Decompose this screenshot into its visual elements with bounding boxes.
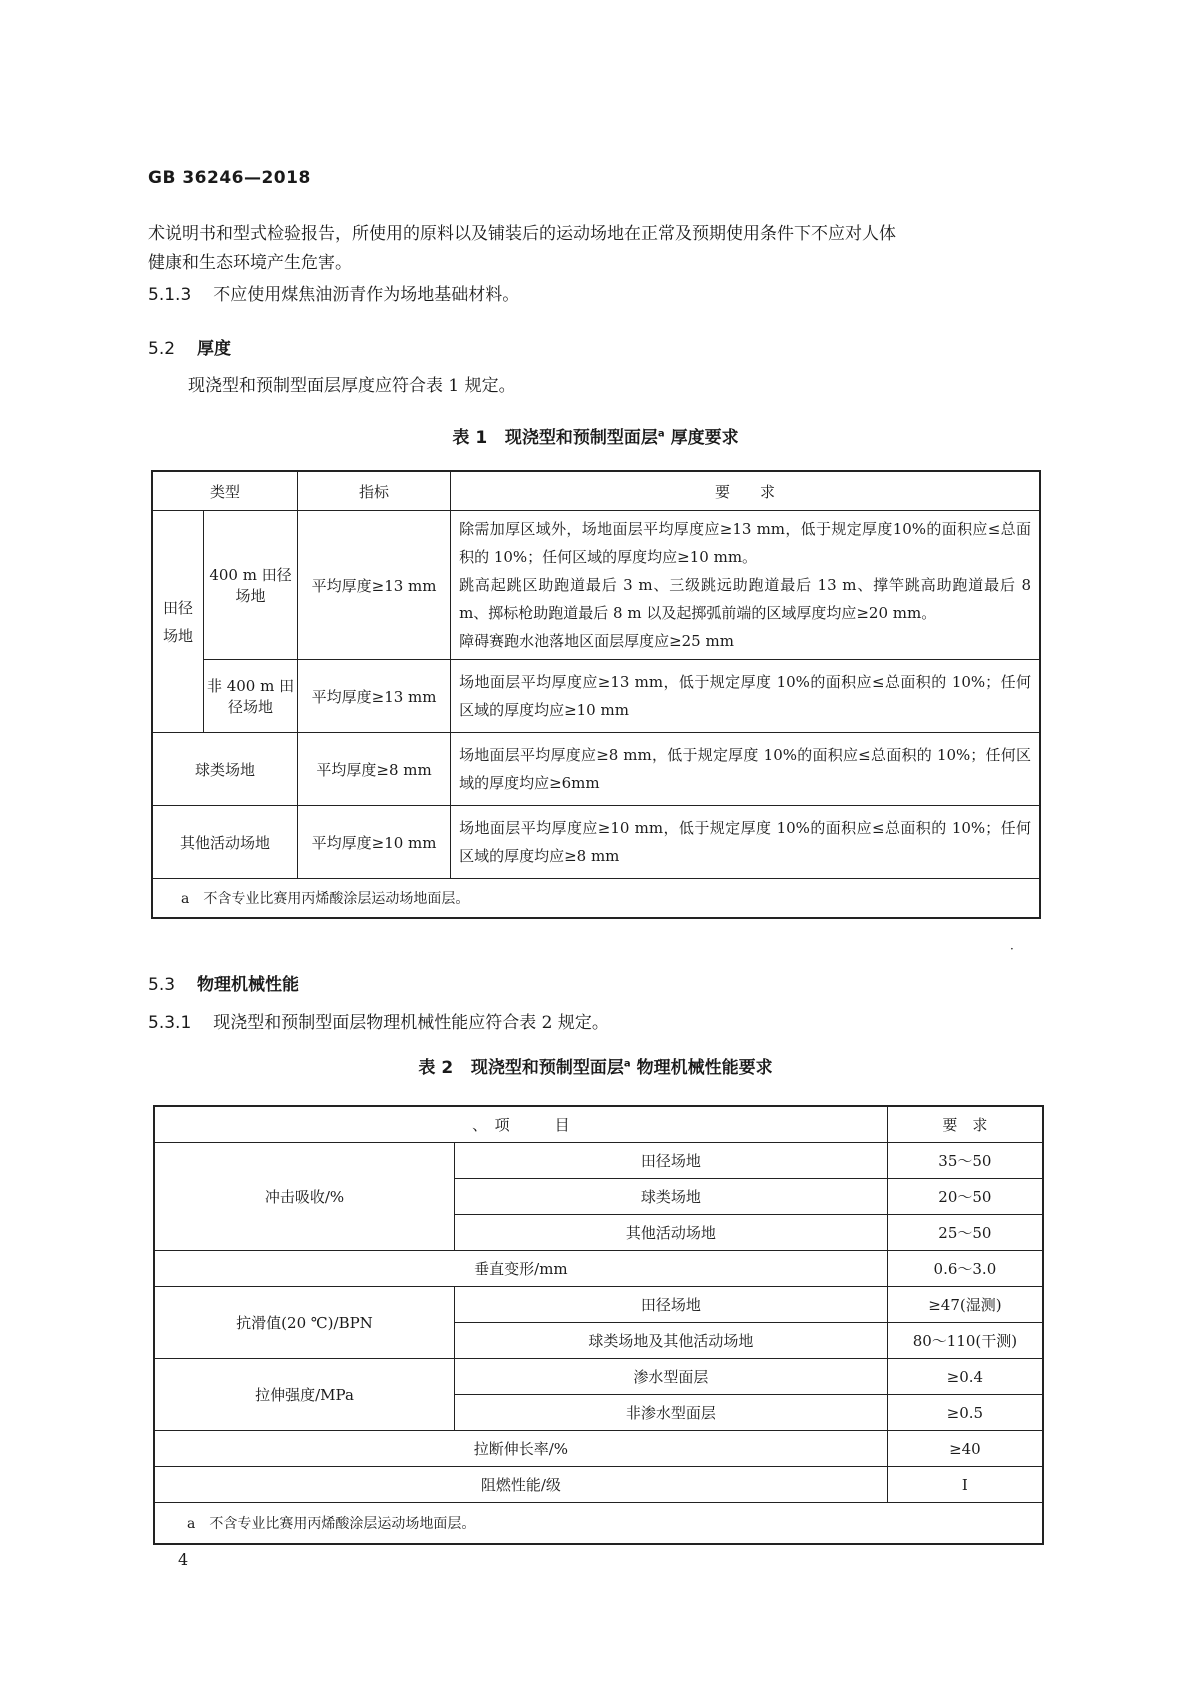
section-5-3-heading — [148, 970, 299, 995]
group-label-text: 田径场地 — [163, 598, 194, 645]
requirement-line: 障碍赛跑水池落地区面层厚度应≥25 mm — [459, 632, 734, 650]
scan-speck: · — [1010, 942, 1014, 956]
requirement-line: 跳高起跳区助跑道最后 3 m、三级跳远助跑道最后 13 m、撑竿跳高助跑道最后 8 m、掷标枪助跑道最后 8 m 以及起掷弧前端的区域厚度均应≥20 mm。 — [459, 576, 1031, 622]
table-footnote-row — [152, 879, 1040, 919]
section-title: 物理机械性能 — [197, 975, 300, 995]
col-header-indicator: 指标 — [298, 471, 451, 511]
row-indicator: 平均厚度≥13 mm — [298, 511, 451, 660]
table-2-title-b: 物理机械性能要求 — [636, 1058, 773, 1078]
table-row — [154, 1287, 1043, 1323]
table-1-caption — [0, 423, 1191, 448]
section-number: 5.3 — [148, 975, 176, 995]
property-value: 25～50 — [887, 1215, 1043, 1251]
property-value: ≥47(湿测) — [887, 1287, 1043, 1323]
table-row — [152, 806, 1040, 879]
col-header-requirement: 要 求 — [451, 471, 1040, 511]
row-indicator: 平均厚度≥13 mm — [298, 660, 451, 733]
table-row — [152, 660, 1040, 733]
table-row — [152, 733, 1040, 806]
table-1-title-a: 现浇型和预制型面层 — [504, 428, 658, 448]
col-header-requirement: 要 求 — [887, 1106, 1043, 1143]
row-indicator: 平均厚度≥8 mm — [298, 733, 451, 806]
table-row — [154, 1143, 1043, 1179]
row-indicator: 平均厚度≥10 mm — [298, 806, 451, 879]
table-footnote-row — [154, 1503, 1043, 1545]
property-value: I — [887, 1467, 1043, 1503]
property-sub: 渗水型面层 — [455, 1359, 888, 1395]
property-sub: 其他活动场地 — [455, 1215, 888, 1251]
table-row — [154, 1431, 1043, 1467]
property-sub: 田径场地 — [455, 1287, 888, 1323]
requirement-line: 除需加厚区域外，场地面层平均厚度应≥13 mm，低于规定厚度10%的面积应≤总面积的 10%；任何区域的厚度均应≥10 mm。 — [459, 520, 1031, 566]
property-value: 20～50 — [887, 1179, 1043, 1215]
paragraph-continued-2: 健康和生态环境产生危害。 — [148, 253, 352, 273]
row-requirement: 场地面层平均厚度应≥8 mm，低于规定厚度 10%的面积应≤总面积的 10%；任何区域的厚度均应≥6mm — [451, 733, 1040, 806]
section-5-2-text: 现浇型和预制型面层厚度应符合表 1 规定。 — [188, 376, 516, 396]
table-2-caption — [0, 1053, 1191, 1078]
clause-5-1-3 — [148, 280, 519, 305]
row-requirement — [451, 511, 1040, 660]
clause-number: 5.1.3 — [148, 285, 192, 305]
footnote-marker: a — [623, 1058, 631, 1070]
table-row — [154, 1251, 1043, 1287]
table-row — [154, 1467, 1043, 1503]
table-2-title-a: 现浇型和预制型面层 — [470, 1058, 624, 1078]
row-type: 球类场地 — [152, 733, 298, 806]
property-value: ≥40 — [887, 1431, 1043, 1467]
property-sub: 田径场地 — [455, 1143, 888, 1179]
property-value: ≥0.4 — [887, 1359, 1043, 1395]
property-sub: 球类场地 — [455, 1179, 888, 1215]
section-title: 厚度 — [197, 339, 232, 359]
clause-text: 现浇型和预制型面层物理机械性能应符合表 2 规定。 — [213, 1013, 609, 1033]
property-value: 35～50 — [887, 1143, 1043, 1179]
table-footnote: a 不含专业比赛用丙烯酸涂层运动场地面层。 — [154, 1503, 1043, 1545]
row-type: 400 m 田径场地 — [204, 511, 298, 660]
property-sub: 非渗水型面层 — [455, 1395, 888, 1431]
property-name: 阻燃性能/级 — [154, 1467, 887, 1503]
clause-number: 5.3.1 — [148, 1013, 192, 1033]
page-number: 4 — [178, 1550, 189, 1569]
property-name: 拉断伸长率/% — [154, 1431, 887, 1467]
standard-code: GB 36246—2018 — [148, 168, 311, 188]
property-name: 垂直变形/mm — [154, 1251, 887, 1287]
row-requirement: 场地面层平均厚度应≥10 mm，低于规定厚度 10%的面积应≤总面积的 10%；任何区域的厚度均应≥8 mm — [451, 806, 1040, 879]
row-type: 非 400 m 田径场地 — [204, 660, 298, 733]
table-1-title-b: 厚度要求 — [670, 428, 739, 448]
property-name: 冲击吸收/% — [154, 1143, 455, 1251]
table-footnote: a 不含专业比赛用丙烯酸涂层运动场地面层。 — [152, 879, 1040, 919]
section-number: 5.2 — [148, 339, 176, 359]
table-row — [152, 511, 1040, 660]
paragraph-continued: 术说明书和型式检验报告，所使用的原料以及铺装后的运动场地在正常及预期使用条件下不应对人体 — [148, 224, 896, 244]
property-sub: 球类场地及其他活动场地 — [455, 1323, 888, 1359]
table-header-row — [154, 1106, 1043, 1143]
property-value: 80～110(干测) — [887, 1323, 1043, 1359]
table-2-number: 表 2 — [418, 1058, 454, 1078]
group-label-track — [152, 511, 204, 733]
row-requirement: 场地面层平均厚度应≥13 mm，低于规定厚度 10%的面积应≤总面积的 10%；任何区域的厚度均应≥10 mm — [451, 660, 1040, 733]
col-header-type: 类型 — [152, 471, 298, 511]
thickness-table — [151, 470, 1041, 919]
property-value: ≥0.5 — [887, 1395, 1043, 1431]
table-1-number: 表 1 — [452, 428, 488, 448]
col-header-item: 、 项 目 — [154, 1106, 887, 1143]
section-5-2-heading — [148, 334, 231, 359]
clause-text: 不应使用煤焦油沥青作为场地基础材料。 — [213, 285, 520, 305]
physical-properties-table — [153, 1105, 1044, 1545]
property-value: 0.6～3.0 — [887, 1251, 1043, 1287]
table-header-row — [152, 471, 1040, 511]
row-type: 其他活动场地 — [152, 806, 298, 879]
table-row — [154, 1359, 1043, 1395]
property-name: 拉伸强度/MPa — [154, 1359, 455, 1431]
property-name: 抗滑值(20 ℃)/BPN — [154, 1287, 455, 1359]
clause-5-3-1 — [148, 1008, 609, 1033]
footnote-marker: a — [657, 428, 665, 440]
